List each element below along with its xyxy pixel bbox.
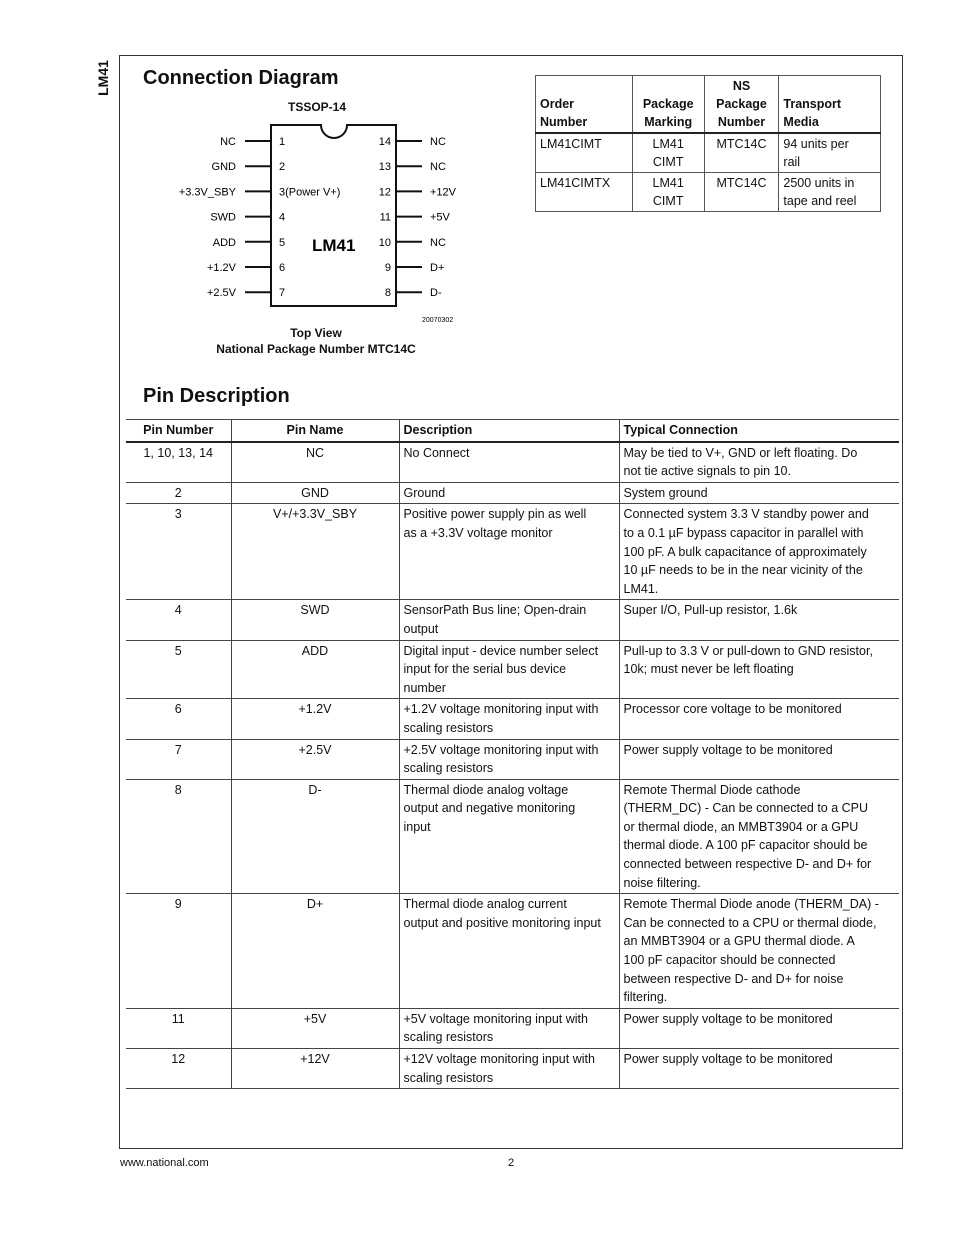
- pin-number-right: 10: [378, 236, 391, 249]
- package-marking-cell: LM41 CIMT: [632, 133, 704, 173]
- pin-number-cell: 1, 10, 13, 14: [126, 442, 231, 483]
- order-number-cell: LM41CIMT: [536, 133, 633, 173]
- pin-number-right: 9: [384, 262, 391, 274]
- side-part-label: LM41: [95, 60, 111, 96]
- pin-description-cell: SensorPath Bus line; Open-drain output: [399, 600, 619, 640]
- pin-number-left: 5: [279, 236, 286, 249]
- pin-row: [126, 894, 899, 1009]
- pin-row: [126, 1049, 899, 1089]
- pin-number-left: 4: [279, 211, 286, 224]
- pin-name-cell: V+/+3.3V_SBY: [231, 504, 399, 600]
- pin-description-cell: +5V voltage monitoring input with scaling resistors: [399, 1008, 619, 1048]
- pin-row: [126, 779, 899, 894]
- pin-connection-cell: Power supply voltage to be monitored: [619, 739, 899, 779]
- pin-signal-label-right: NC: [430, 161, 446, 174]
- header-order-number: Order Number: [536, 76, 633, 134]
- pin-signal-label-right: D-: [430, 287, 442, 300]
- pin-name-cell: ADD: [231, 640, 399, 699]
- pin-name-cell: +2.5V: [231, 739, 399, 779]
- ordering-row: [536, 173, 881, 212]
- pin-number-right: 12: [378, 186, 391, 199]
- pin-signal-label-left: +2.5V: [206, 287, 236, 300]
- header-description: Description: [399, 420, 619, 442]
- pin-number-cell: 9: [126, 894, 231, 1009]
- chip-body: [271, 125, 396, 306]
- ns-package-cell: MTC14C: [704, 173, 779, 212]
- pin-number-left: 3(Power V+): [279, 186, 341, 199]
- pin-number-cell: 5: [126, 640, 231, 699]
- pin-description-cell: Thermal diode analog voltage output and negative monitoring input: [399, 779, 619, 894]
- pin-signal-label-right: D+: [430, 262, 445, 274]
- footer-website: www.national.com: [120, 1157, 209, 1169]
- package-marking-cell: LM41 CIMT: [632, 173, 704, 212]
- pin-signal-label-right: NC: [430, 136, 446, 148]
- transport-cell: 94 units per rail: [779, 133, 881, 173]
- pin-number-cell: 12: [126, 1049, 231, 1089]
- pin-description-cell: +2.5V voltage monitoring input with scaling resistors: [399, 739, 619, 779]
- pin-number-cell: 7: [126, 739, 231, 779]
- ordering-header-row: [536, 76, 881, 134]
- pin-row: [126, 482, 899, 504]
- pin-row: [126, 640, 899, 699]
- pin-description-cell: Thermal diode analog current output and positive monitoring input: [399, 894, 619, 1009]
- pin-description-cell: +12V voltage monitoring input with scaling resistors: [399, 1049, 619, 1089]
- pin-number-left: 1: [279, 136, 286, 148]
- pin-name-cell: D-: [231, 779, 399, 894]
- pin-signal-label-left: ADD: [212, 236, 236, 249]
- pin-name-cell: GND: [231, 482, 399, 504]
- pin-row: [126, 600, 899, 640]
- pin-number-right: 11: [379, 211, 391, 224]
- pin-row: [126, 504, 899, 600]
- pin-name-cell: +1.2V: [231, 699, 399, 739]
- pin-signal-label-left: +1.2V: [206, 262, 236, 274]
- header-pin-name: Pin Name: [231, 420, 399, 442]
- pin-name-cell: +12V: [231, 1049, 399, 1089]
- pin-row: [126, 1008, 899, 1048]
- pin-connection-cell: May be tied to V+, GND or left floating. Do not tie active signals to pin 10.: [619, 442, 899, 483]
- pin-description-cell: +1.2V voltage monitoring input with scaling resistors: [399, 699, 619, 739]
- pin-connection-cell: Super I/O, Pull-up resistor, 1.6k: [619, 600, 899, 640]
- page-number: 2: [508, 1157, 515, 1169]
- pin-signal-label-left: NC: [220, 136, 236, 148]
- header-package-marking: Package Marking: [632, 76, 704, 134]
- pin-table-body: [126, 442, 899, 1089]
- caption-package: National Package Number MTC14C: [216, 342, 416, 356]
- header-typical-connection: Typical Connection: [619, 420, 899, 442]
- pin-signal-label-left: +3.3V_SBY: [178, 186, 236, 199]
- pin-signal-label-left: GND: [211, 161, 236, 174]
- pin-table-header-row: [126, 420, 899, 442]
- pin-number-cell: 2: [126, 482, 231, 504]
- figure-id: 20070302: [422, 317, 454, 324]
- pinout-diagram: [150, 120, 470, 330]
- diagram-caption: [190, 325, 442, 357]
- transport-cell: 2500 units in tape and reel: [779, 173, 881, 212]
- connection-diagram-heading: Connection Diagram: [143, 67, 339, 89]
- pin-number-cell: 3: [126, 504, 231, 600]
- pin-name-cell: D+: [231, 894, 399, 1009]
- pin-row: [126, 739, 899, 779]
- pin-connection-cell: Remote Thermal Diode cathode (THERM_DC) - Can be connected to a CPU or thermal diode, an MMBT3904 or a GPU thermal diode. A 100 pF capacitor should be connected between respective D- and D+ for noise filtering.: [619, 779, 899, 894]
- pin-number-cell: 4: [126, 600, 231, 640]
- package-title: TSSOP-14: [287, 100, 347, 114]
- pin-number-right: 8: [384, 287, 391, 300]
- pin-description-table: [126, 419, 899, 1089]
- pin-number-left: 7: [279, 287, 286, 300]
- pin-number-cell: 6: [126, 699, 231, 739]
- header-transport-media: Transport Media: [779, 76, 881, 134]
- pin-description-cell: Ground: [399, 482, 619, 504]
- pin-name-cell: NC: [231, 442, 399, 483]
- pin-connection-cell: Power supply voltage to be monitored: [619, 1008, 899, 1048]
- chip-name: LM41: [312, 236, 356, 255]
- pin-connection-cell: Processor core voltage to be monitored: [619, 699, 899, 739]
- header-ns-package-number: NS Package Number: [704, 76, 779, 134]
- ns-package-cell: MTC14C: [704, 133, 779, 173]
- pin-number-left: 6: [279, 262, 286, 274]
- pin-number-left: 2: [279, 161, 286, 174]
- pin-number-cell: 8: [126, 779, 231, 894]
- header-pin-number: Pin Number: [126, 420, 231, 442]
- ordering-row: [536, 133, 881, 173]
- ordering-table: [535, 75, 881, 212]
- pin-description-cell: No Connect: [399, 442, 619, 483]
- pin-signal-label-right: +5V: [430, 211, 450, 224]
- pin-signal-label-right: +12V: [430, 186, 456, 199]
- pin-description-cell: Positive power supply pin as well as a +3.3V voltage monitor: [399, 504, 619, 600]
- pin-signal-label-left: SWD: [210, 211, 236, 224]
- pin-connection-cell: System ground: [619, 482, 899, 504]
- pin-row: [126, 699, 899, 739]
- pin-description-heading: Pin Description: [143, 385, 290, 407]
- pin-description-cell: Digital input - device number select input for the serial bus device number: [399, 640, 619, 699]
- pin-row: [126, 442, 899, 483]
- pin-name-cell: SWD: [231, 600, 399, 640]
- pin-connection-cell: Power supply voltage to be monitored: [619, 1049, 899, 1089]
- order-number-cell: LM41CIMTX: [536, 173, 633, 212]
- pin-name-cell: +5V: [231, 1008, 399, 1048]
- pin-connection-cell: Remote Thermal Diode anode (THERM_DA) - Can be connected to a CPU or thermal diode, an MMBT3904 or a GPU thermal diode. A 100 pF capacitor should be connected between respective D- and D+ for noise filtering.: [619, 894, 899, 1009]
- pin-number-right: 14: [378, 136, 391, 148]
- pin-number-right: 13: [378, 161, 391, 174]
- pin-signal-label-right: NC: [430, 236, 446, 249]
- caption-view: Top View: [290, 326, 342, 340]
- pin-number-cell: 11: [126, 1008, 231, 1048]
- pin-connection-cell: Connected system 3.3 V standby power and to a 0.1 µF bypass capacitor in parallel with 100 pF. A bulk capacitance of approximately 10 µF needs to be in the near vicinity of the LM41.: [619, 504, 899, 600]
- pin-connection-cell: Pull-up to 3.3 V or pull-down to GND resistor, 10k; must never be left floating: [619, 640, 899, 699]
